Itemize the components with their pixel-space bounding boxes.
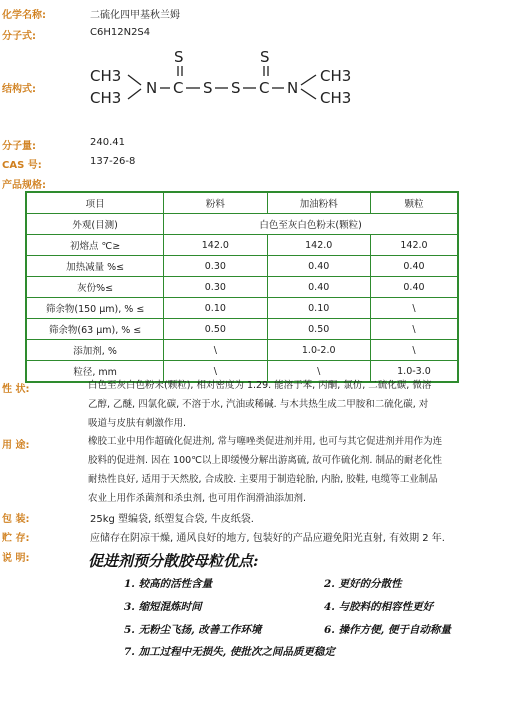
structural-formula	[88, 47, 388, 122]
cas-value: 137-26-8	[90, 156, 136, 167]
advantage-item: 5. 无粉尘飞扬, 改善工作环境	[124, 624, 262, 636]
table-cell: 0.40	[370, 256, 458, 277]
storage-value: 应储存在阴凉干燥, 通风良好的地方, 包装好的产品应避免阳光直射, 有效期 2 年.	[90, 533, 445, 544]
table-cell: 0.40	[267, 256, 370, 277]
structure-label: 结构式:	[2, 84, 36, 95]
packaging-label: 包 装:	[2, 514, 30, 525]
table-row	[26, 214, 458, 235]
struct-left-ch3-top: CH3	[90, 67, 122, 85]
properties-label: 性 状:	[2, 384, 30, 395]
table-row	[26, 256, 458, 277]
advantage-item: 7. 加工过程中无损失, 使批次之间品质更稳定	[124, 646, 335, 658]
chem-name-label: 化学名称:	[2, 10, 46, 21]
table-cell: 加热减量 %≤	[26, 256, 164, 277]
table-cell: 1.0-3.0	[370, 361, 458, 383]
mw-label: 分子量:	[2, 141, 36, 152]
struct-s1: S	[203, 79, 213, 97]
spec-table	[25, 191, 459, 383]
advantage-item: 4. 与胶料的相容性更好	[324, 601, 434, 613]
struct-c2: C	[259, 79, 270, 97]
struct-s-top2: S	[260, 48, 270, 66]
table-row	[26, 277, 458, 298]
table-cell: 1.0-2.0	[267, 340, 370, 361]
usage-text	[88, 432, 470, 508]
properties-line: 乙醇, 乙醚, 四氯化碳, 不溶于水, 汽油或稀碱. 与木共热生成二甲胺和二硫化碳, 对	[88, 399, 429, 410]
properties-line: 吸道与皮肤有刺激作用.	[88, 418, 187, 429]
usage-line: 胶料的促进剂. 因在 100℃以上即缓慢分解出游离硫, 故可作硫化剂. 制品的耐老化性	[88, 455, 442, 466]
table-cell: 142.0	[370, 235, 458, 256]
table-cell: \	[164, 340, 267, 361]
usage-line: 耐热性良好, 适用于天然胶, 合成胶. 主要用于制造轮胎, 内胎, 胶鞋, 电缆等工业制品	[88, 474, 438, 485]
table-cell: 0.50	[267, 319, 370, 340]
properties-text	[88, 376, 470, 433]
usage-line: 农业上用作杀菌剂和杀虫剂, 也可用作润滑油添加剂.	[88, 493, 307, 504]
usage-line: 橡胶工业中用作超硫化促进剂, 常与噻唑类促进剂并用, 也可与其它促进剂并用作为连	[88, 436, 443, 447]
formula-value: C6H12N2S4	[90, 27, 151, 38]
table-cell: 0.40	[267, 277, 370, 298]
mw-value: 240.41	[90, 137, 125, 148]
struct-n1: N	[146, 79, 158, 97]
table-cell: 0.30	[164, 277, 267, 298]
table-header-cell: 项目	[26, 192, 164, 214]
advantage-item: 6. 操作方便, 便于自动称量	[324, 624, 451, 636]
table-cell: 添加剂, %	[26, 340, 164, 361]
advantage-item: 3. 缩短混炼时间	[124, 601, 202, 613]
struct-right-ch3-top: CH3	[320, 67, 352, 85]
struct-n2: N	[287, 79, 299, 97]
table-cell: \	[370, 340, 458, 361]
advantage-item: 1. 较高的活性含量	[124, 578, 213, 590]
struct-right-ch3-bottom: CH3	[320, 89, 352, 107]
table-row	[26, 235, 458, 256]
table-cell: 0.10	[164, 298, 267, 319]
note-label: 说 明:	[2, 553, 30, 564]
struct-c1: C	[173, 79, 184, 97]
table-cell: 0.30	[164, 256, 267, 277]
table-cell: 142.0	[164, 235, 267, 256]
table-cell: \	[370, 298, 458, 319]
table-row	[26, 298, 458, 319]
advantage-item: 2. 更好的分散性	[324, 578, 402, 590]
storage-label: 贮 存:	[2, 533, 30, 544]
advantages-title: 促进剂预分散胶母粒优点:	[88, 552, 259, 570]
table-header-cell: 颗粒	[370, 192, 458, 214]
table-cell: 白色至灰白色粉末(颗粒)	[164, 214, 458, 235]
spec-label: 产品规格:	[2, 180, 46, 191]
table-header-cell: 粉料	[164, 192, 267, 214]
table-header-row	[26, 192, 458, 214]
packaging-value: 25kg 塑编袋, 纸塑复合袋, 牛皮纸袋.	[90, 514, 254, 525]
table-cell: 筛余物(63 μm), % ≤	[26, 319, 164, 340]
table-cell: 粒径, mm	[26, 361, 164, 383]
properties-line: 白色至灰白色粉末(颗粒), 相对密度为 1.29. 能溶于苯, 丙酮, 氯仿, 二硫化碳, 微溶	[88, 380, 432, 391]
table-cell: 灰份%≤	[26, 277, 164, 298]
table-row	[26, 340, 458, 361]
struct-left-ch3-bottom: CH3	[90, 89, 122, 107]
table-cell: 0.10	[267, 298, 370, 319]
table-cell: 0.50	[164, 319, 267, 340]
table-header-cell: 加油粉料	[267, 192, 370, 214]
chem-name-value: 二硫化四甲基秋兰姆	[90, 10, 180, 21]
table-cell: 初熔点 ℃≥	[26, 235, 164, 256]
table-row	[26, 319, 458, 340]
table-cell: \	[164, 361, 267, 383]
table-cell: 0.40	[370, 277, 458, 298]
cas-label: CAS 号:	[2, 160, 42, 171]
struct-s2: S	[231, 79, 241, 97]
table-cell: 筛余物(150 μm), % ≤	[26, 298, 164, 319]
table-cell: \	[267, 361, 370, 383]
table-cell: \	[370, 319, 458, 340]
table-cell: 外观(目测)	[26, 214, 164, 235]
usage-label: 用 途:	[2, 440, 30, 451]
formula-label: 分子式:	[2, 31, 36, 42]
table-cell: 142.0	[267, 235, 370, 256]
struct-s-top1: S	[174, 48, 184, 66]
